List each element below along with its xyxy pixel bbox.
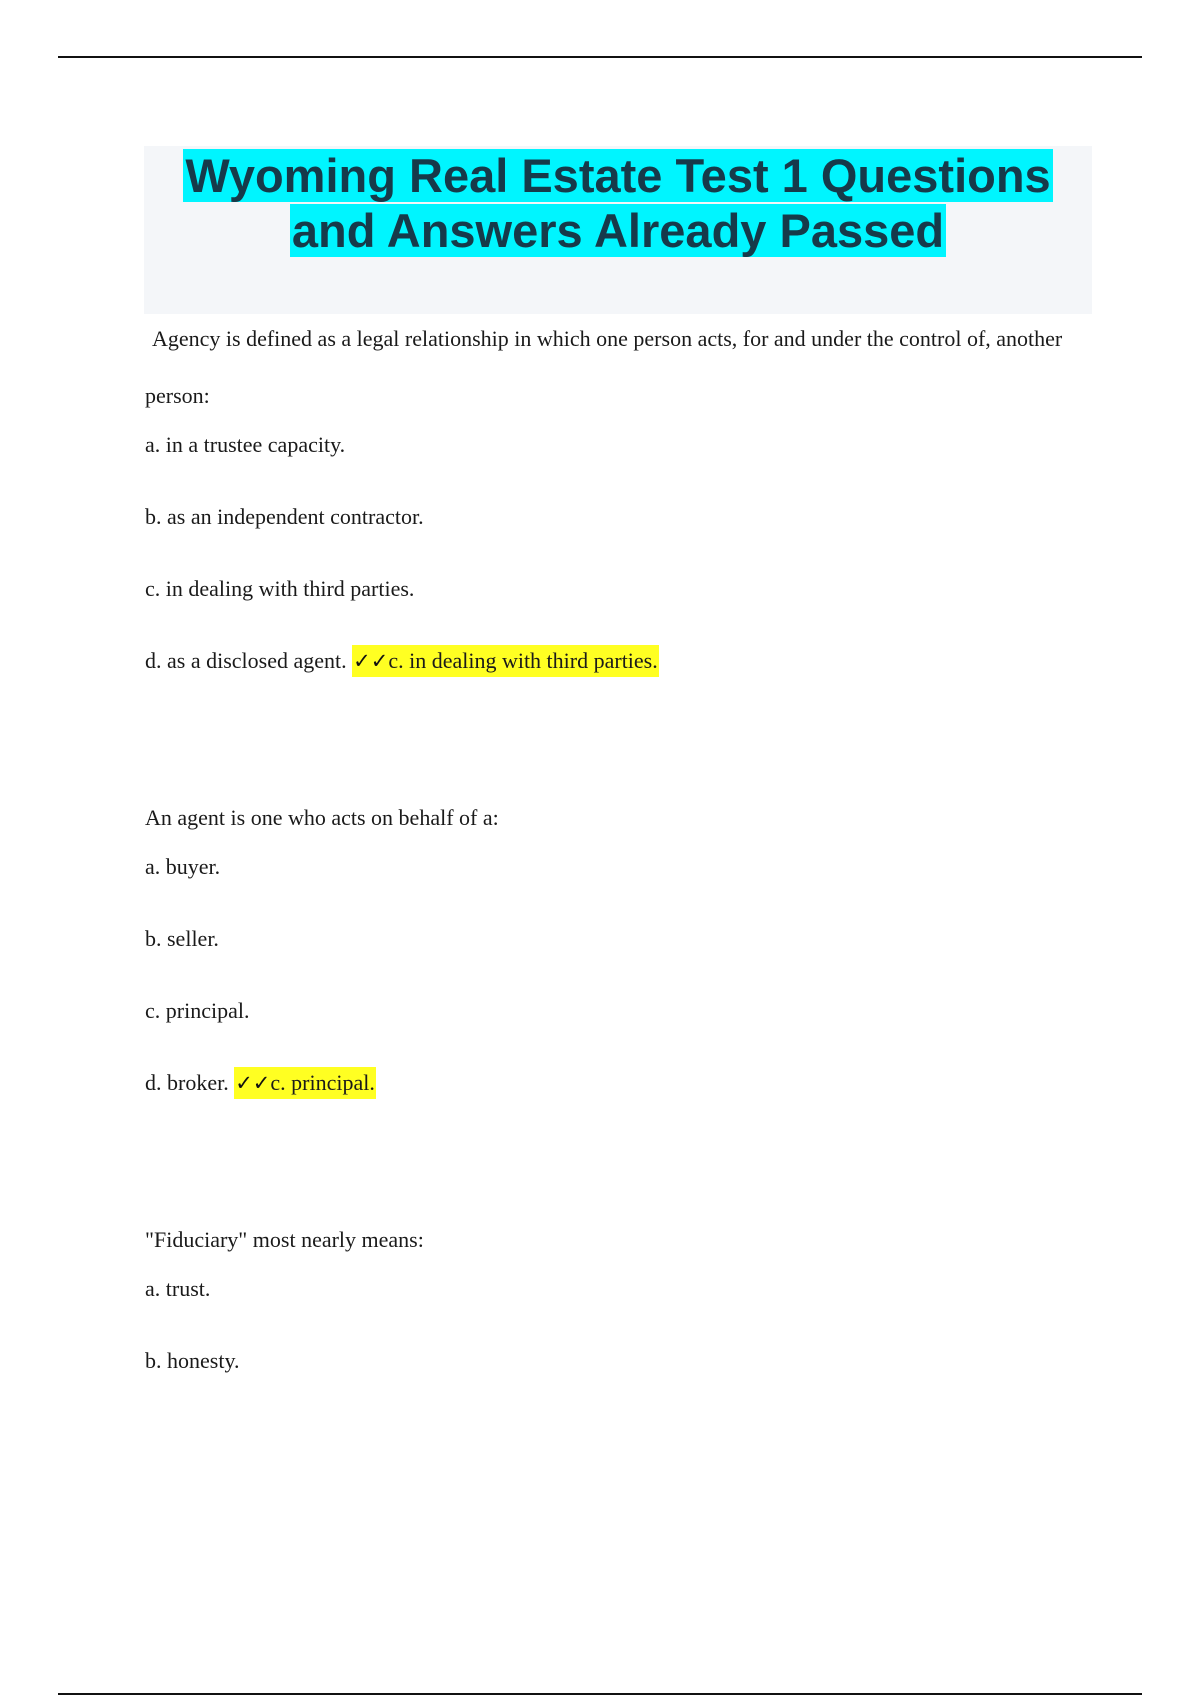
title-line-1: Wyoming Real Estate Test 1 Questions: [185, 149, 1051, 202]
option-a: a. trust.: [145, 1276, 211, 1301]
option-c: c. principal.: [145, 998, 250, 1023]
answer-text: c. in dealing with third parties.: [388, 648, 658, 673]
answer-highlight: [234, 1067, 376, 1099]
double-check-icon: ✓✓: [353, 649, 389, 673]
option-b: b. seller.: [145, 926, 219, 951]
option-d: d. broker.: [145, 1070, 229, 1095]
answer-text: c. principal.: [270, 1070, 375, 1095]
question-2: [145, 789, 1085, 1098]
answer-highlight: [352, 645, 659, 677]
questions-content: [145, 310, 1085, 1376]
option-a: a. in a trustee capacity.: [145, 432, 346, 457]
question-1: [145, 310, 1085, 676]
question-text: "Fiduciary" most nearly means:: [145, 1227, 424, 1252]
question-text: An agent is one who acts on behalf of a:: [145, 805, 499, 830]
double-check-icon: ✓✓: [235, 1071, 271, 1095]
option-d-with-answer: [145, 1068, 1085, 1098]
document-title: [144, 146, 1092, 258]
question-text: Agency is defined as a legal relationship in which one person acts, for and under the control of, another person:: [145, 326, 1063, 408]
option-b: b. honesty.: [145, 1348, 240, 1373]
option-c: c. in dealing with third parties.: [145, 576, 415, 601]
option-d-with-answer: [145, 646, 1085, 676]
title-block: [144, 146, 1092, 314]
option-b: b. as an independent contractor.: [145, 504, 424, 529]
option-a: a. buyer.: [145, 854, 221, 879]
title-line-2: and Answers Already Passed: [291, 204, 945, 257]
bottom-rule: [58, 1693, 1142, 1695]
top-rule: [58, 56, 1142, 58]
option-d: d. as a disclosed agent.: [145, 648, 347, 673]
question-3: [145, 1211, 1085, 1376]
